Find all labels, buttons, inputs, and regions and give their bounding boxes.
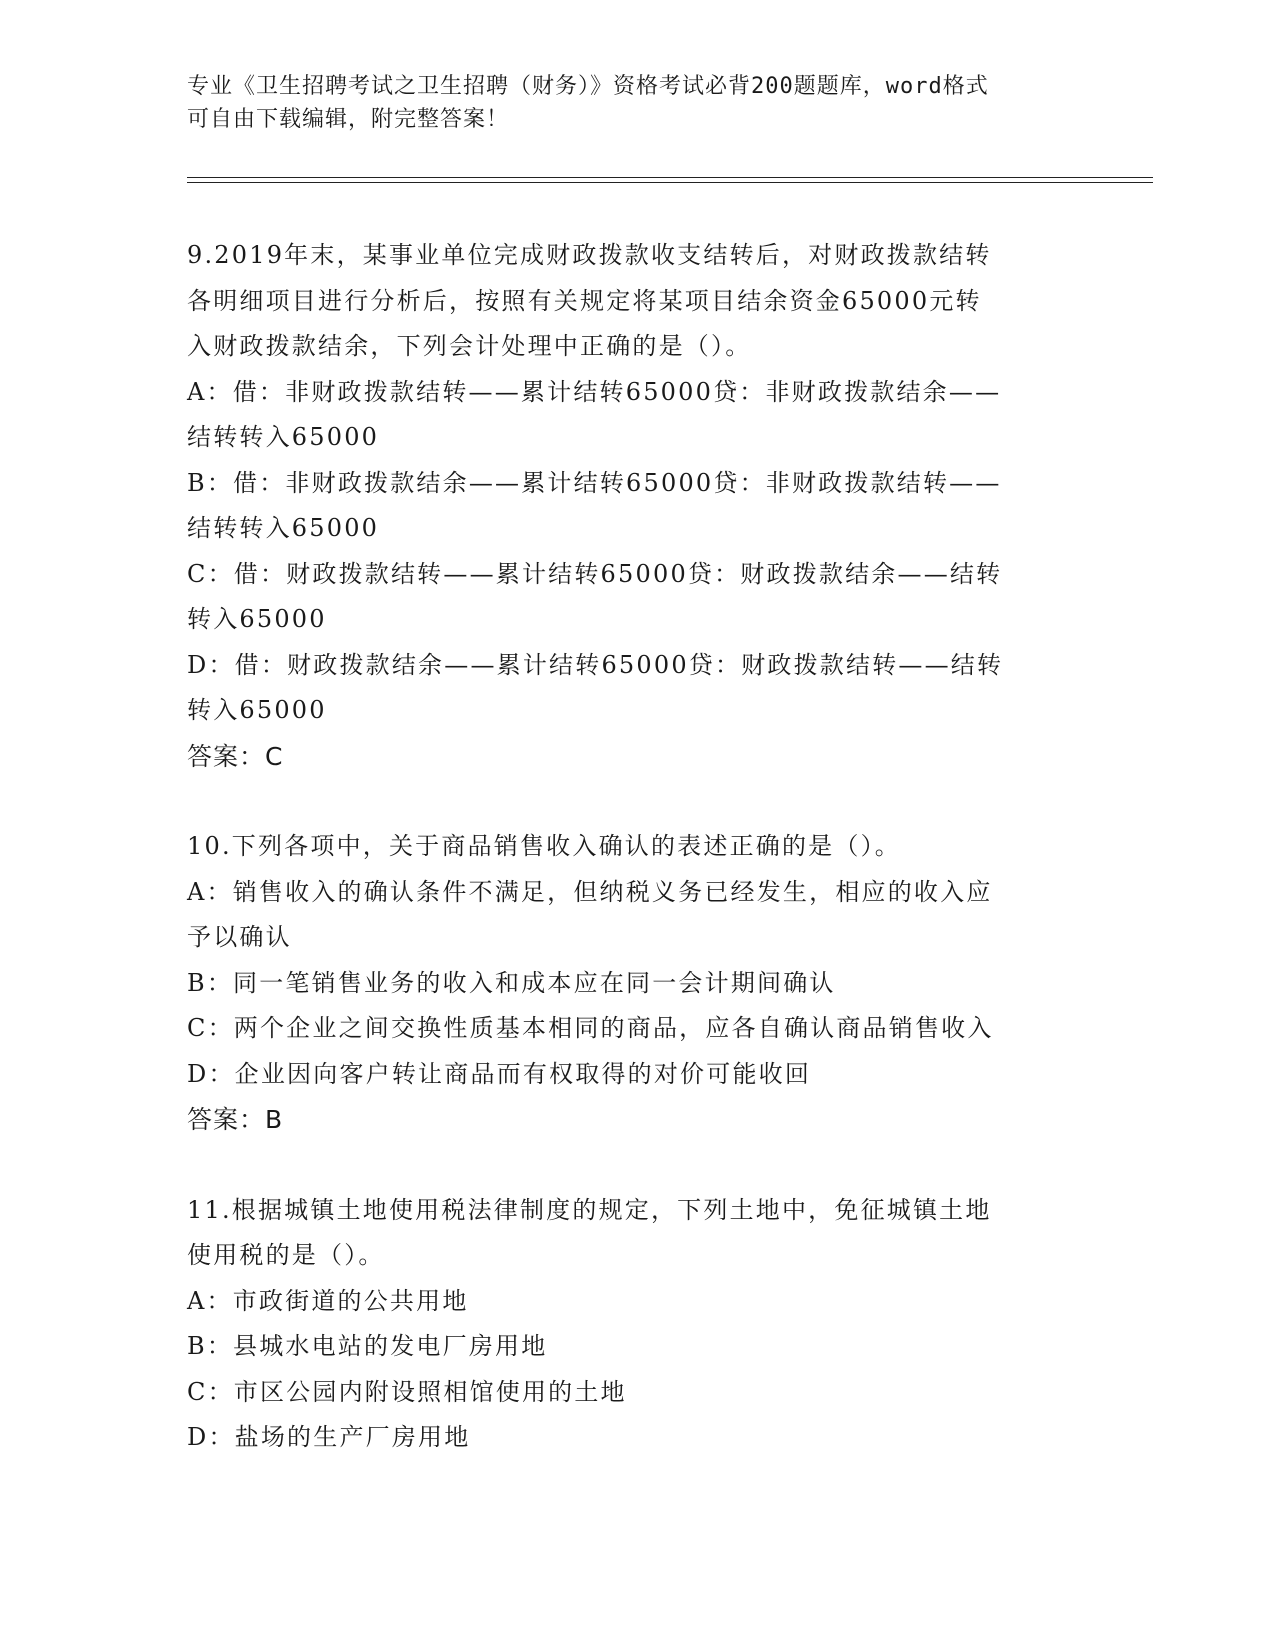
question-list bbox=[187, 233, 1087, 1506]
question-line: B：同一笔销售业务的收入和成本应在同一会计期间确认 bbox=[187, 968, 836, 997]
answer-line: 答案：B bbox=[187, 1105, 284, 1134]
question-line: 予以确认 bbox=[187, 923, 292, 951]
question-line: C：市区公园内附设照相馆使用的土地 bbox=[187, 1377, 627, 1406]
header-line-2: 可自由下载编辑，附完整答案！ bbox=[187, 107, 510, 132]
question-block bbox=[187, 1188, 1087, 1461]
question-line: B：借：非财政拨款结余——累计结转65000贷：非财政拨款结转—— bbox=[187, 468, 1002, 497]
question-line: A：借：非财政拨款结转——累计结转65000贷：非财政拨款结余—— bbox=[187, 377, 1002, 406]
question-line: 结转转入65000 bbox=[187, 514, 380, 542]
question-block bbox=[187, 824, 1087, 1143]
header-divider-top bbox=[187, 177, 1153, 178]
question-line: 11.根据城镇土地使用税法律制度的规定，下列土地中，免征城镇土地 bbox=[187, 1195, 992, 1224]
question-line: 结转转入65000 bbox=[187, 423, 380, 451]
question-line: B：县城水电站的发电厂房用地 bbox=[187, 1332, 548, 1360]
header-divider-bottom bbox=[187, 182, 1153, 183]
question-line: D：盐场的生产厂房用地 bbox=[187, 1423, 471, 1451]
question-line: C：借：财政拨款结转——累计结转65000贷：财政拨款结余——结转 bbox=[187, 559, 1003, 588]
question-line: D：借：财政拨款结余——累计结转65000贷：财政拨款结转——结转 bbox=[187, 650, 1004, 679]
question-line: C：两个企业之间交换性质基本相同的商品，应各自确认商品销售收入 bbox=[187, 1014, 994, 1042]
question-block bbox=[187, 233, 1087, 779]
question-line: 转入65000 bbox=[187, 696, 327, 724]
question-line: 9.2019年末，某事业单位完成财政拨款收支结转后，对财政拨款结转 bbox=[187, 241, 992, 269]
question-line: 各明细项目进行分析后，按照有关规定将某项目结余资金65000元转 bbox=[187, 286, 982, 315]
question-line: D：企业因向客户转让商品而有权取得的对价可能收回 bbox=[187, 1059, 812, 1088]
question-line: 10.下列各项中，关于商品销售收入确认的表述正确的是（）。 bbox=[187, 832, 901, 860]
document-header bbox=[187, 70, 1087, 136]
answer-line: 答案：C bbox=[187, 741, 284, 771]
question-line: A：销售收入的确认条件不满足，但纳税义务已经发生，相应的收入应 bbox=[187, 877, 993, 906]
question-line: 入财政拨款结余，下列会计处理中正确的是（）。 bbox=[187, 332, 752, 360]
question-line: 转入65000 bbox=[187, 605, 327, 633]
header-line-1: 专业《卫生招聘考试之卫生招聘（财务）》资格考试必背200题题库，word格式 bbox=[187, 74, 989, 99]
question-line: 使用税的是（）。 bbox=[187, 1241, 385, 1269]
question-line: A：市政街道的公共用地 bbox=[187, 1286, 469, 1315]
